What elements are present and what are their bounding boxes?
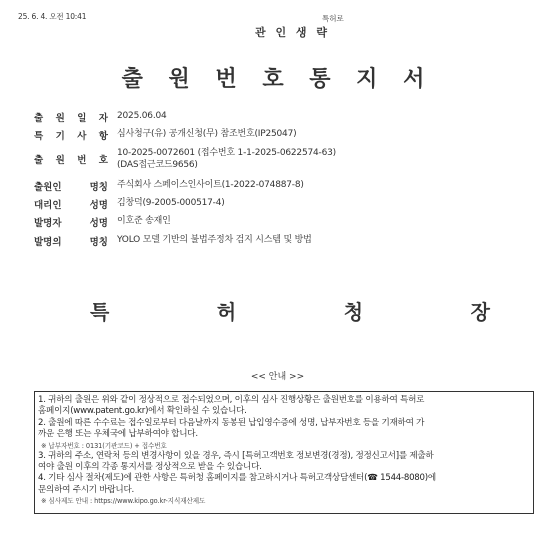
issuer-char: 청 (343, 300, 364, 324)
site-label: 특허로 (322, 14, 344, 23)
field-value-line: 10-2025-0072601 (접수번호 1-1-2025-0622574-63) (117, 148, 336, 158)
field-label: 출원인 명칭 (34, 182, 108, 193)
document-title: 출 원 번 호 통 지 서 (121, 67, 434, 92)
field-label-char: 원 (55, 155, 65, 166)
field-value: YOLO 모델 기반의 불법주정차 검지 시스템 및 방법 (117, 235, 312, 245)
notice-box (34, 391, 534, 514)
field-label-char: 호 (98, 155, 108, 166)
notice-line: 1. 귀하의 출원은 위와 같이 정상적으로 접수되었으며, 이후의 심사 진행상황은 출원번호를 이용하여 특허로 (38, 395, 425, 405)
field-value (117, 147, 336, 171)
notice-line: 까운 은행 또는 우체국에 납부하여야 합니다. (38, 429, 198, 440)
field-label-char: 출 (34, 155, 44, 166)
field-value: 김창덕(9-2005-000517-4) (117, 198, 225, 208)
notice-line: 문의하여 주시기 바랍니다. (38, 484, 135, 495)
field-label-char: 일 (77, 113, 87, 124)
print-timestamp: 25. 6. 4. 오전 10:41 (18, 12, 87, 21)
field-label: 발명자 성명 (34, 218, 108, 229)
field-label (34, 152, 108, 166)
notice-note: ※ 납부자번호 : 0131(기관코드) + 접수번호 (41, 441, 167, 450)
field-label (34, 128, 108, 142)
notice-line: 4. 기타 심사 절차(제도)에 관한 사항은 특허청 홈페이지를 참고하시거나 특허고객상담센터(☎ 1544-8080)에 (38, 473, 436, 484)
notice-line: 3. 귀하의 주소, 연락처 등의 변경사항이 있을 경우, 즉시 [특허고객번호 정보변경(경정), 정정신고서]를 제출하 (38, 450, 434, 461)
field-label-char: 원 (55, 113, 65, 124)
issuer-char: 허 (216, 300, 237, 324)
field-label-char: 특 (34, 131, 44, 142)
field-label-char: 자 (98, 113, 108, 124)
field-value: 이호준 송재인 (117, 216, 171, 226)
issuer-char: 장 (470, 300, 490, 324)
field-label (34, 110, 108, 124)
notice-line: 홈페이지(www.patent.go.kr)에서 확인하실 수 있습니다. (38, 406, 247, 417)
issuer-name (90, 296, 490, 325)
issuer-char: 특 (90, 300, 110, 324)
field-label-char: 사 (77, 131, 87, 142)
field-label-char: 기 (55, 131, 65, 142)
field-label: 대리인 성명 (34, 200, 108, 211)
field-value: 주식회사 스페이스인사이트(1-2022-074887-8) (117, 180, 304, 190)
field-value: 심사청구(유) 공개신청(무) 참조번호(IP25047) (117, 129, 297, 139)
notice-line: 여야 출원 이후의 각종 통지서를 정상적으로 받을 수 있습니다. (38, 462, 262, 473)
seal-omitted-label: 관 인 생 략 (255, 26, 330, 39)
notice-title: << 안내 >> (250, 372, 305, 382)
field-value: 2025.06.04 (117, 111, 167, 121)
field-label-char: 출 (34, 113, 44, 124)
field-value-line: (DAS접근코드9656) (117, 160, 198, 170)
field-label-char: 항 (98, 131, 108, 142)
notice-note: ※ 심사제도 안내 : https://www.kipo.go.kr-지식재산제도 (41, 497, 206, 506)
field-label: 발명의 명칭 (34, 237, 108, 248)
field-label-char: 번 (77, 155, 87, 166)
notice-line: 2. 출원에 따른 수수료는 접수일로부터 다음날까지 동봉된 납입영수증에 성명, 납부자번호 등을 기재하여 가 (38, 417, 425, 428)
